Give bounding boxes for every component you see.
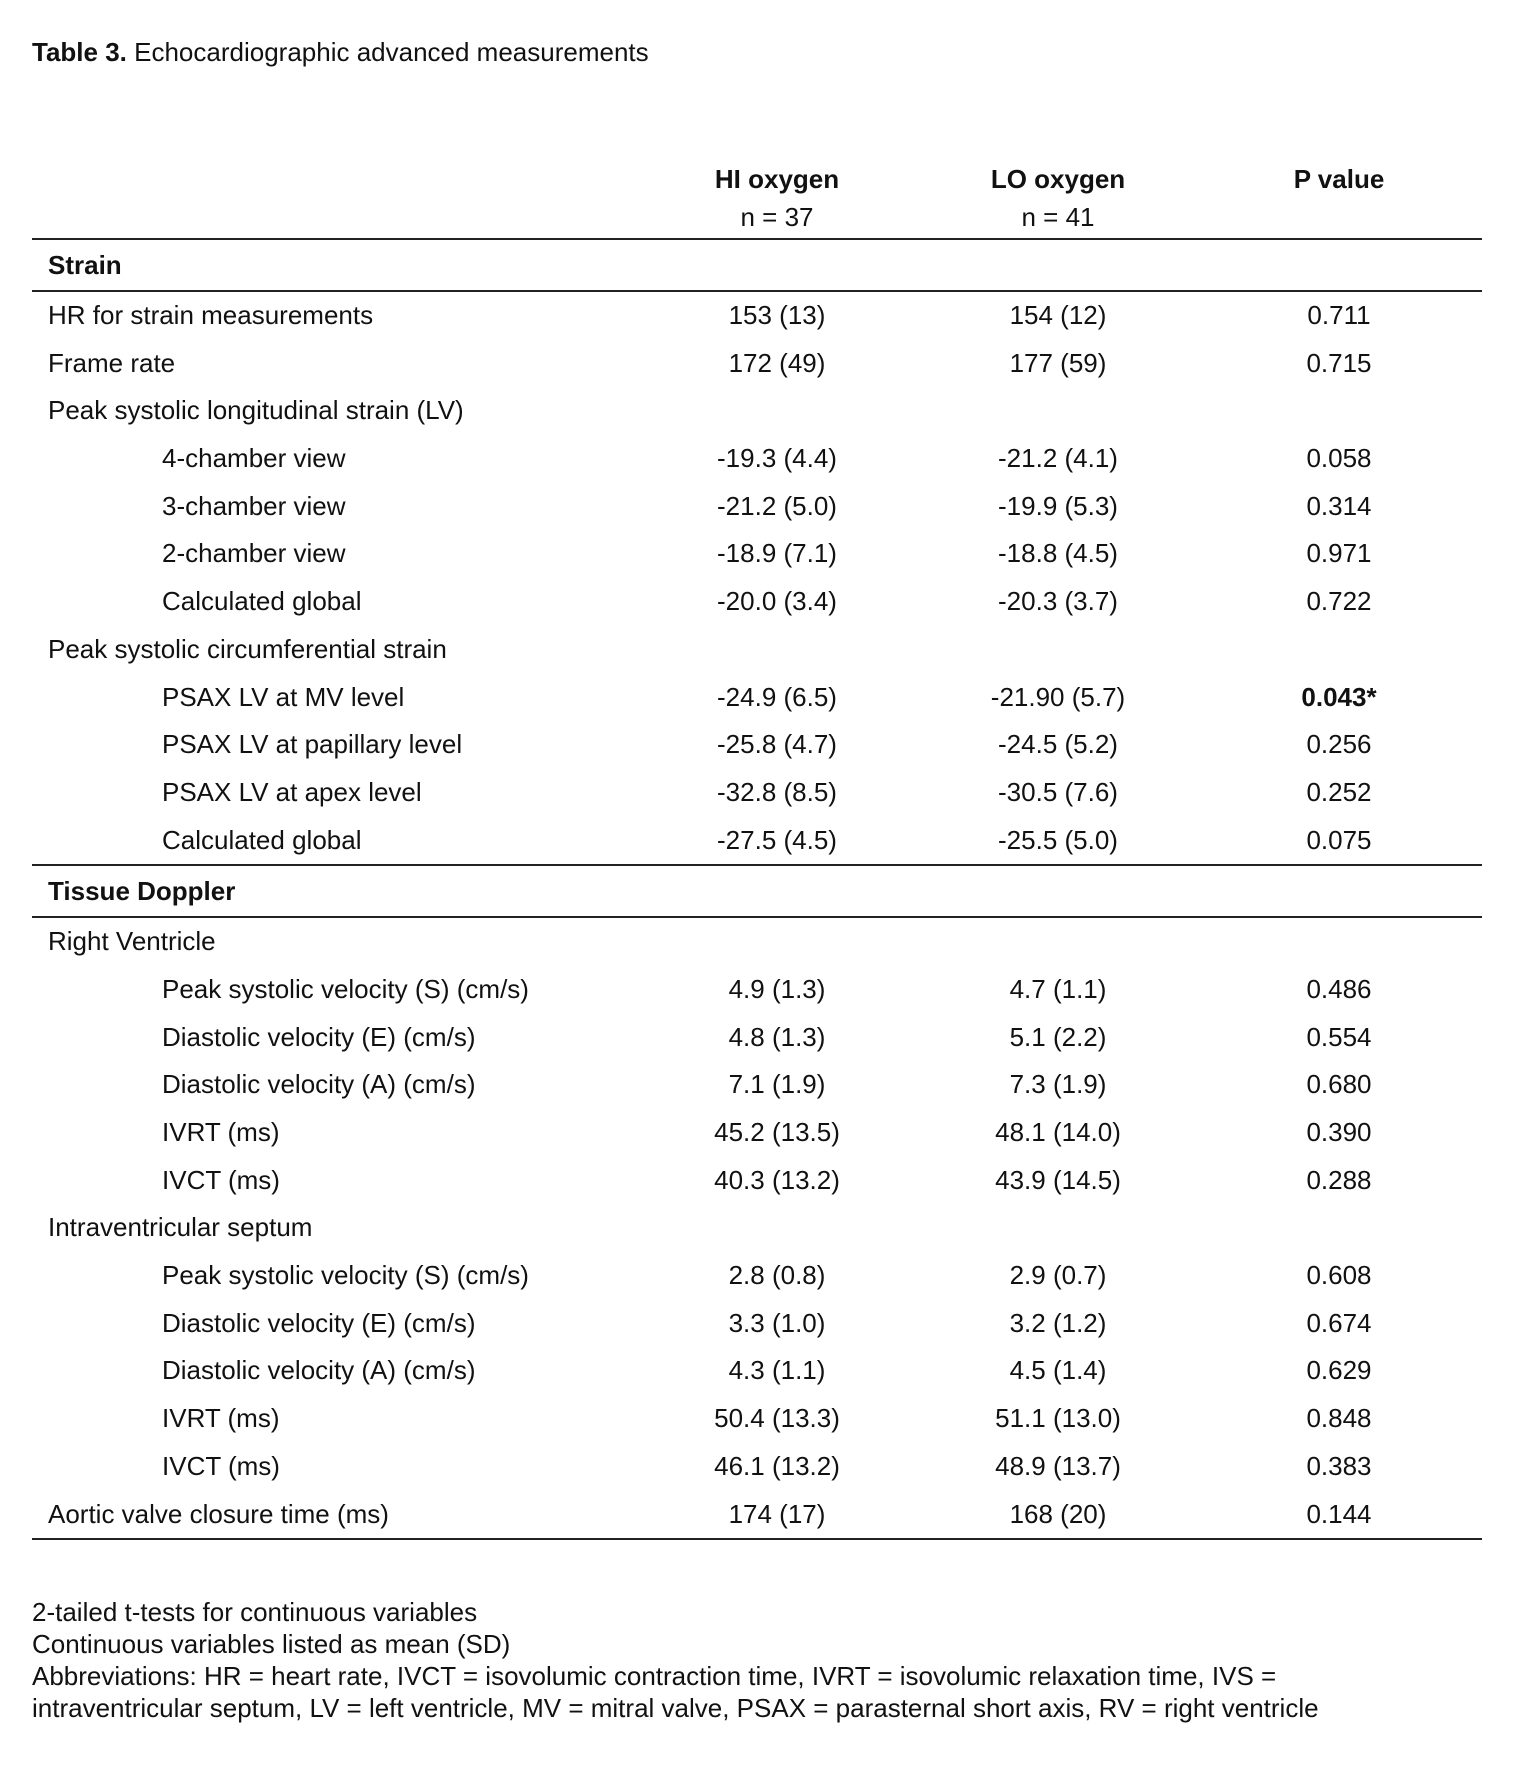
row-label: Strain — [48, 250, 122, 280]
table-row — [32, 1061, 1482, 1109]
p-value: 0.314 — [1306, 490, 1372, 521]
hi-oxygen-value: 7.1 (1.9) — [728, 1069, 826, 1100]
table-body — [32, 240, 1482, 1540]
p-value: 0.608 — [1306, 1260, 1372, 1291]
p-value: 0.971 — [1306, 538, 1372, 569]
row-label: PSAX LV at papillary level — [162, 729, 463, 760]
table-row — [32, 1157, 1482, 1205]
column-header-p-value — [1209, 160, 1469, 198]
row-label: Calculated global — [162, 824, 362, 855]
hi-oxygen-value: 46.1 (13.2) — [714, 1450, 840, 1481]
column-n: n = 41 — [1021, 202, 1095, 232]
table-header — [32, 150, 1482, 240]
row-label: Right Ventricle — [48, 926, 216, 957]
lo-oxygen-value: -30.5 (7.6) — [998, 776, 1118, 807]
table-row — [32, 817, 1482, 865]
hi-oxygen-value: 172 (49) — [728, 347, 826, 378]
lo-oxygen-value: 177 (59) — [1009, 347, 1107, 378]
section-header-row — [32, 240, 1482, 292]
hi-oxygen-value: 174 (17) — [728, 1498, 826, 1529]
row-label: Diastolic velocity (A) (cm/s) — [162, 1355, 476, 1386]
hi-oxygen-value: -24.9 (6.5) — [717, 681, 837, 712]
p-value: 0.256 — [1306, 729, 1372, 760]
footnote: Continuous variables listed as mean (SD) — [32, 1629, 511, 1659]
section-header-row — [32, 864, 1482, 918]
p-value: 0.554 — [1306, 1021, 1372, 1052]
table-row — [32, 1109, 1482, 1157]
table-number: Table 3. — [32, 37, 127, 67]
hi-oxygen-value: -18.9 (7.1) — [717, 538, 837, 569]
p-value: 0.043* — [1301, 681, 1377, 712]
table-row — [32, 674, 1482, 722]
hi-oxygen-value: -25.8 (4.7) — [717, 729, 837, 760]
table-row — [32, 530, 1482, 578]
lo-oxygen-value: 51.1 (13.0) — [995, 1403, 1121, 1434]
row-label: PSAX LV at apex level — [162, 776, 422, 807]
row-label: Tissue Doppler — [48, 876, 236, 907]
lo-oxygen-value: 4.5 (1.4) — [1009, 1355, 1107, 1386]
row-label: 3-chamber view — [162, 490, 346, 521]
p-value: 0.722 — [1306, 586, 1372, 617]
row-label: Peak systolic velocity (S) (cm/s) — [162, 973, 529, 1004]
row-label: Diastolic velocity (A) (cm/s) — [162, 1069, 476, 1100]
results-table — [32, 150, 1482, 1540]
table-row — [32, 769, 1482, 817]
hi-oxygen-value: -21.2 (5.0) — [717, 490, 837, 521]
p-value: 0.848 — [1306, 1403, 1372, 1434]
p-value: 0.058 — [1306, 443, 1372, 474]
row-label: IVRT (ms) — [162, 1403, 280, 1434]
table-title — [32, 36, 649, 68]
table-row — [32, 966, 1482, 1014]
table-row — [32, 578, 1482, 626]
lo-oxygen-value: 5.1 (2.2) — [1009, 1021, 1107, 1052]
hi-oxygen-value: 4.3 (1.1) — [728, 1355, 826, 1386]
row-label: IVCT (ms) — [162, 1164, 280, 1195]
p-value: 0.383 — [1306, 1450, 1372, 1481]
lo-oxygen-value: -19.9 (5.3) — [998, 490, 1118, 521]
column-n: n = 37 — [740, 202, 814, 232]
table-row — [32, 483, 1482, 531]
p-value: 0.680 — [1306, 1069, 1372, 1100]
table-row — [32, 1204, 1482, 1252]
row-label: Calculated global — [162, 586, 362, 617]
p-value: 0.674 — [1306, 1307, 1372, 1338]
hi-oxygen-value: 3.3 (1.0) — [728, 1307, 826, 1338]
table-row — [32, 340, 1482, 388]
lo-oxygen-value: 168 (20) — [1009, 1498, 1107, 1529]
table-row — [32, 918, 1482, 966]
p-value: 0.144 — [1306, 1498, 1372, 1529]
table-row — [32, 1014, 1482, 1062]
hi-oxygen-value: 2.8 (0.8) — [728, 1260, 826, 1291]
hi-oxygen-value: 45.2 (13.5) — [714, 1117, 840, 1147]
hi-oxygen-value: 4.8 (1.3) — [728, 1021, 826, 1052]
column-name: HI oxygen — [714, 164, 840, 194]
table-footnotes — [32, 1596, 1512, 1724]
hi-oxygen-value: 4.9 (1.3) — [728, 973, 826, 1004]
p-value: 0.288 — [1306, 1164, 1372, 1195]
row-label: Diastolic velocity (E) (cm/s) — [162, 1021, 476, 1052]
p-value: 0.711 — [1307, 300, 1371, 330]
lo-oxygen-value: -18.8 (4.5) — [998, 538, 1118, 569]
row-label: Intraventricular septum — [48, 1212, 313, 1243]
p-value: 0.390 — [1306, 1117, 1372, 1147]
lo-oxygen-value: 48.9 (13.7) — [995, 1450, 1121, 1481]
column-name: LO oxygen — [990, 164, 1126, 194]
lo-oxygen-value: 2.9 (0.7) — [1009, 1260, 1107, 1291]
p-value: 0.486 — [1306, 973, 1372, 1004]
row-label: Frame rate — [48, 347, 176, 378]
table-row — [32, 292, 1482, 340]
table-row — [32, 1252, 1482, 1300]
lo-oxygen-value: 48.1 (14.0) — [995, 1117, 1121, 1147]
p-value: 0.715 — [1306, 347, 1372, 378]
table-row — [32, 1347, 1482, 1395]
p-value: 0.075 — [1306, 824, 1372, 855]
row-label: Aortic valve closure time (ms) — [48, 1498, 389, 1529]
lo-oxygen-value: -20.3 (3.7) — [998, 586, 1118, 617]
lo-oxygen-value: 3.2 (1.2) — [1009, 1307, 1107, 1338]
table-row — [32, 1491, 1482, 1541]
row-label: Peak systolic circumferential strain — [48, 633, 447, 664]
table-row — [32, 721, 1482, 769]
table-row — [32, 435, 1482, 483]
hi-oxygen-value: 153 (13) — [728, 300, 826, 330]
footnote: Abbreviations: HR = heart rate, IVCT = isovolumic contraction time, IVRT = isovolumic relaxation time, IVS = — [32, 1661, 1277, 1691]
table-caption: Echocardiographic advanced measurements — [134, 37, 649, 67]
row-label: Diastolic velocity (E) (cm/s) — [162, 1307, 476, 1338]
row-label: IVCT (ms) — [162, 1450, 280, 1481]
lo-oxygen-value: -25.5 (5.0) — [998, 824, 1118, 855]
row-label: HR for strain measurements — [48, 300, 374, 330]
hi-oxygen-value: -20.0 (3.4) — [717, 586, 837, 617]
lo-oxygen-value: -24.5 (5.2) — [998, 729, 1118, 760]
row-label: IVRT (ms) — [162, 1117, 280, 1147]
lo-oxygen-value: -21.2 (4.1) — [998, 443, 1118, 474]
p-value: 0.252 — [1306, 776, 1372, 807]
footnote: intraventricular septum, LV = left ventricle, MV = mitral valve, PSAX = parasternal short axis, RV = right ventricle — [32, 1693, 1319, 1723]
column-name: P value — [1293, 164, 1385, 194]
column-header-hi-oxygen — [647, 160, 907, 236]
table-row — [32, 626, 1482, 674]
footnote: 2-tailed t-tests for continuous variables — [32, 1597, 478, 1627]
lo-oxygen-value: -21.90 (5.7) — [990, 681, 1126, 712]
row-label: PSAX LV at MV level — [162, 681, 405, 712]
row-label: 4-chamber view — [162, 443, 346, 474]
lo-oxygen-value: 43.9 (14.5) — [995, 1164, 1121, 1195]
table-row — [32, 1300, 1482, 1348]
hi-oxygen-value: -19.3 (4.4) — [717, 443, 837, 474]
row-label: Peak systolic longitudinal strain (LV) — [48, 395, 464, 426]
table-row — [32, 387, 1482, 435]
p-value: 0.629 — [1306, 1355, 1372, 1386]
column-header-lo-oxygen — [928, 160, 1188, 236]
hi-oxygen-value: 40.3 (13.2) — [714, 1164, 840, 1195]
hi-oxygen-value: -27.5 (4.5) — [717, 824, 837, 855]
lo-oxygen-value: 4.7 (1.1) — [1009, 973, 1107, 1004]
lo-oxygen-value: 154 (12) — [1009, 300, 1107, 330]
table-row — [32, 1395, 1482, 1443]
lo-oxygen-value: 7.3 (1.9) — [1009, 1069, 1107, 1100]
table-row — [32, 1443, 1482, 1491]
hi-oxygen-value: -32.8 (8.5) — [717, 776, 837, 807]
row-label: 2-chamber view — [162, 538, 346, 569]
row-label: Peak systolic velocity (S) (cm/s) — [162, 1260, 529, 1291]
hi-oxygen-value: 50.4 (13.3) — [714, 1403, 840, 1434]
